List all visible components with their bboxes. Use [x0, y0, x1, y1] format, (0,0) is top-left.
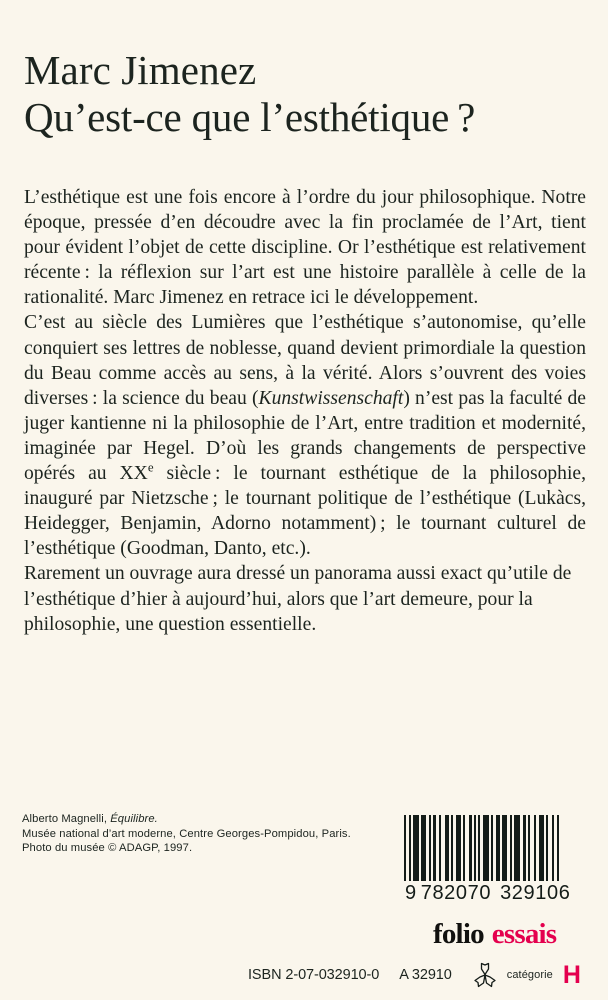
credits-artist: Alberto Magnelli, [22, 813, 111, 825]
credits-line-artwork [22, 812, 351, 827]
blurb-p2-ordinal: e [147, 459, 154, 475]
barcode-group-1: 782070 [420, 882, 492, 904]
blurb-p2-italic-term: Kunstwissenschaft [258, 387, 404, 409]
blurb-paragraph-2 [24, 310, 586, 561]
barcode-lead-digit: 9 [405, 882, 417, 904]
blurb-text [24, 185, 586, 637]
book-title: Qu’est-ce que l’esthétique ? [24, 94, 476, 141]
credits-artwork-title: Équilibre. [110, 813, 158, 825]
blurb-paragraph-1: L’esthétique est une fois encore à l’ordre du jour philosophique. Notre époque, pressée d’en découdre avec la fin proclamée de l’Art, tient pour évident l’objet de cette discipline. Or l’esthétique est relativement récente : la réflexion sur l’art est une histoire parallèle à celle de la rationalité. Marc Jimenez en retrace ici le développement. [24, 187, 586, 309]
blurb-p2-segment-3: siècle : le tournant esthétique de la philosophie, inauguré par Nietzsche ; le tournant politique de l’esthétique (Lukàcs, Heidegger, Benjamin, Adorno notamment) ; le tournant culturel de l’esthétique (Goodman, Danto, etc.). [24, 463, 586, 560]
cover-header [24, 48, 588, 141]
imprint-essais-wordmark: essais [491, 918, 557, 950]
footer-info-row [248, 960, 581, 990]
barcode [404, 815, 572, 904]
imprint-folio-wordmark: folio [433, 918, 484, 950]
blurb-p2-segment-2: ) n’est pas la faculté de juger kantienne ni la philosophie de l’Art, entre tradition et modernité, imaginée par Hegel. D’où les grands changements de perspective opérés au XX [24, 387, 587, 485]
reference-code: A 32910 [399, 967, 452, 983]
imprint-logo [433, 920, 556, 949]
image-credits [22, 812, 351, 856]
blurb-paragraph-3: Rarement un ouvrage aura dressé un panorama aussi exact qu’utile de l’esthétique d’hier à aujourd’hui, alors que l’art demeure, pour la philosophie, une question essentielle. [24, 563, 572, 635]
gallimard-trefoil-icon [470, 960, 500, 990]
blurb-p2-segment-1: C’est au siècle des Lumières que l’esthétique s’autonomise, qu’elle conquiert ses lettres de noblesse, quand devient primordiale la question du Beau comme accès au sens, à la vérité. Alors s’ouvrent des voies diverses : la science du beau ( [24, 312, 586, 409]
categorie-value: H [562, 960, 581, 989]
barcode-group-2: 329106 [500, 882, 571, 904]
credits-line-museum: Musée national d’art moderne, Centre Georges-Pompidou, Paris. [22, 827, 351, 840]
isbn-number: ISBN 2-07-032910-0 [248, 967, 380, 983]
barcode-digits [404, 882, 572, 904]
categorie-label: catégorie [506, 969, 553, 981]
author-name: Marc Jimenez [24, 47, 257, 93]
credits-line-copyright: Photo du musée © ADAGP, 1997. [22, 842, 193, 855]
barcode-bars [404, 815, 572, 881]
